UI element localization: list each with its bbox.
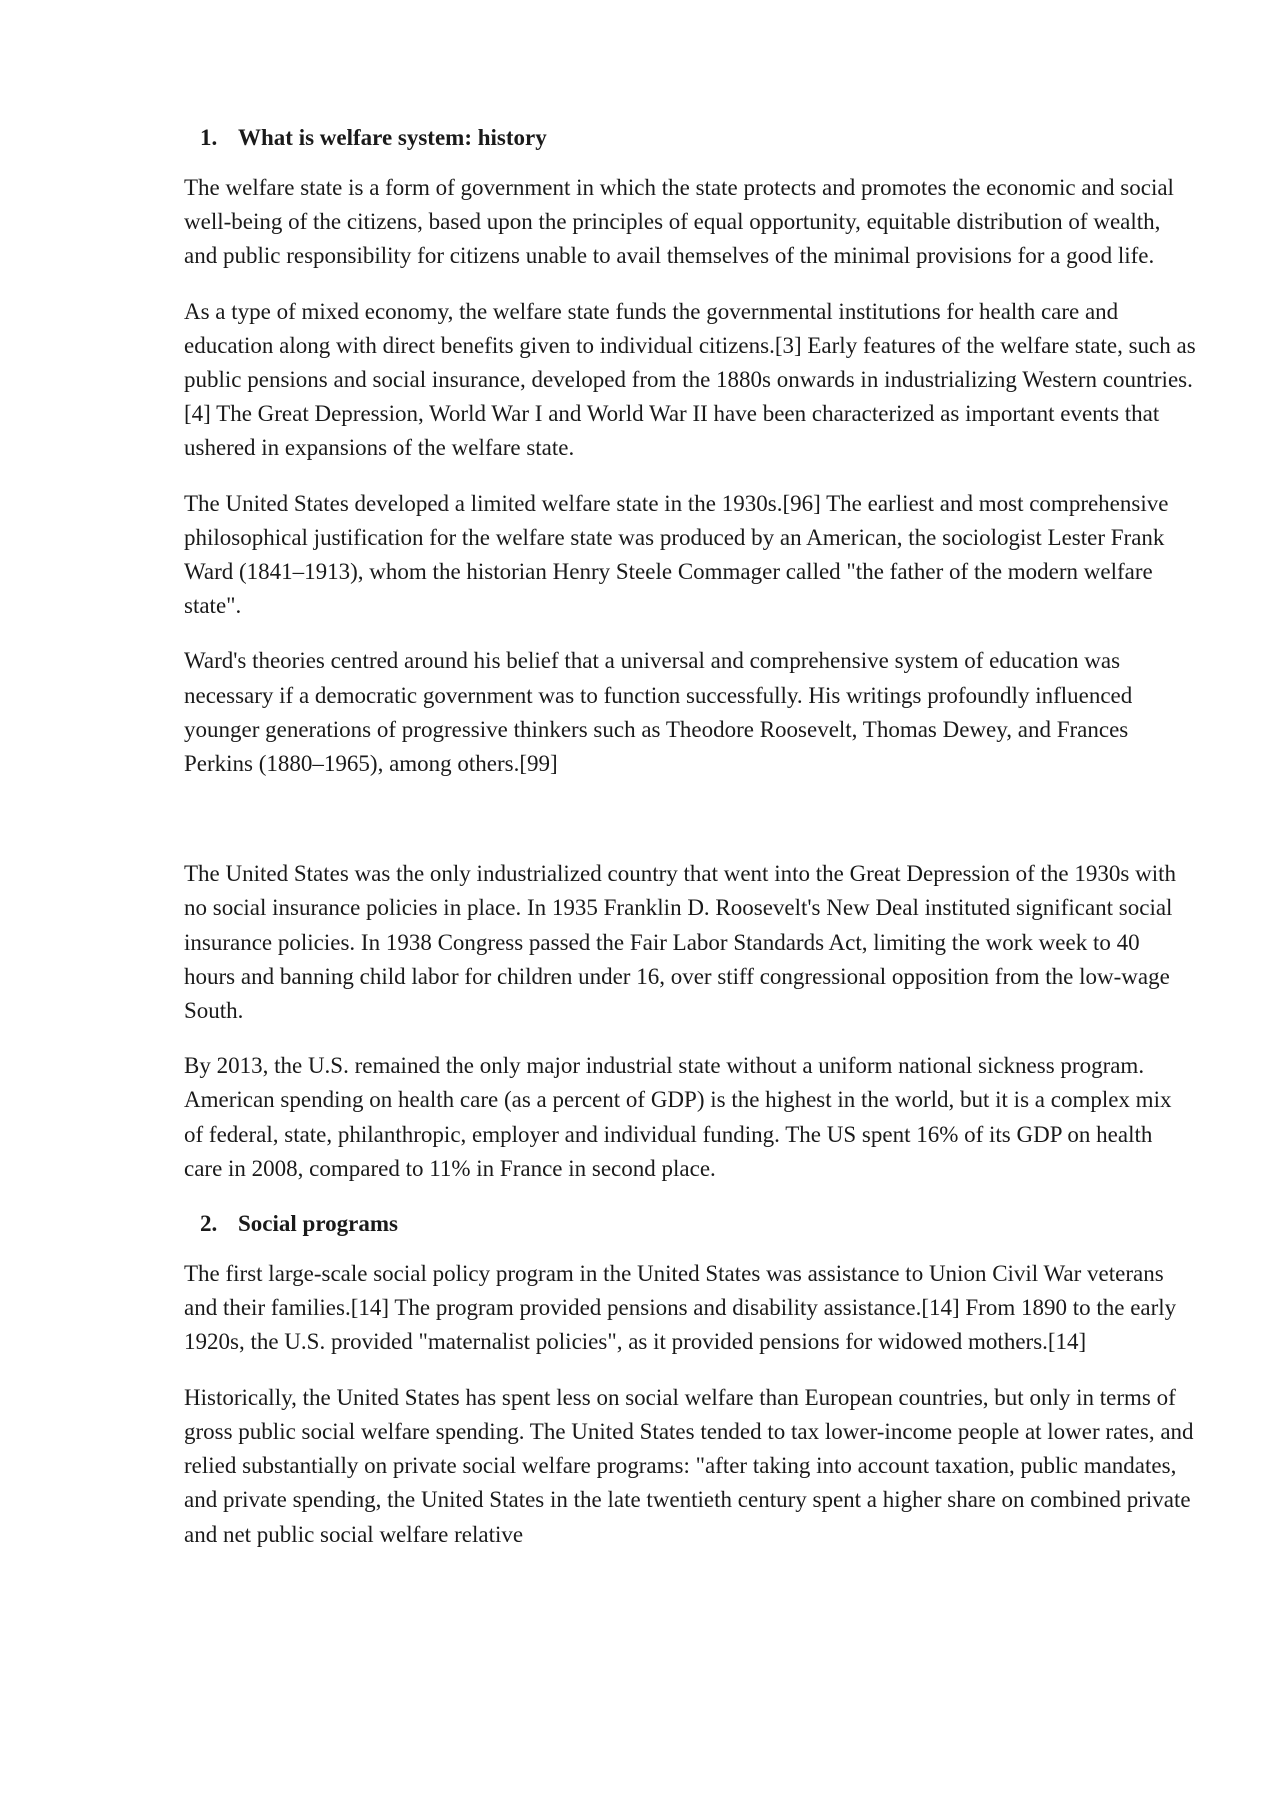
section-number: 1. [200,125,218,150]
paragraph: Ward's theories centred around his belief that a universal and comprehensive system of education was necessary if a democratic government was to function successfully. His writings profoundly influenced younger generations of progressive thinkers such as Theodore Roosevelt, Thomas Dewey, and Frances Perkins (1880–1965), among others.[99] [184,648,1133,777]
section-heading-social-programs [184,1207,1196,1241]
document-page [184,121,1196,1573]
section-title: Social programs [238,1211,398,1237]
paragraph: Historically, the United States has spent less on social welfare than European countries, but only in terms of gross public social welfare spending. The United States tended to tax lower-income people at lower rates, and relied substantially on private social welfare programs: "after taking into account taxation, public mandates, and private spending, the United States in the late twentieth century spent a higher share on combined private and net public social welfare relative [184,1384,1194,1547]
blank-line [184,802,1196,857]
paragraph: The first large-scale social policy program in the United States was assistance to Union Civil War veterans and their families.[14] The program provided pensions and disability assistance.[14] From 1890 to the early 1920s, the U.S. provided "maternalist policies", as it provided pensions for widowed mothers.[14] [184,1261,1177,1355]
paragraph: The United States was the only industrialized country that went into the Great Depression of the 1930s with no social insurance policies in place. In 1935 Franklin D. Roosevelt's New Deal instituted significant social insurance policies. In 1938 Congress passed the Fair Labor Standards Act, limiting the work week to 40 hours and banning child labor for children under 16, over stiff congressional opposition from the low-wage South. [184,861,1176,1024]
paragraph: The United States developed a limited welfare state in the 1930s.[96] The earliest and most comprehensive philosophical justification for the welfare state was produced by an American, the sociologist Lester Frank Ward (1841–1913), whom the historian Henry Steele Commager called "the father of the modern welfare state". [184,490,1169,619]
paragraph: By 2013, the U.S. remained the only major industrial state without a uniform national sickness program. American spending on health care (as a percent of GDP) is the highest in the world, but it is a complex mix of federal, state, philanthropic, employer and individual funding. The US spent 16% of its GDP on health care in 2008, compared to 11% in France in second place. [184,1053,1172,1181]
section-number: 2. [200,1211,218,1237]
section-title: What is welfare system: history [238,125,547,150]
section-heading-history [184,121,1196,155]
paragraph: As a type of mixed economy, the welfare state funds the governmental institutions for health care and education along with direct benefits given to individual citizens.[3] Early features of the welfare state, such as public pensions and social insurance, developed from the 1880s onwards in industrializing Western countries.[4] The Great Depression, World War I and World War II have been characterized as important events that ushered in expansions of the welfare state. [184,298,1196,461]
paragraph: The welfare state is a form of government in which the state protects and promotes the economic and social well-being of the citizens, based upon the principles of equal opportunity, equitable distribution of wealth, and public responsibility for citizens unable to avail themselves of the minimal provisions for a good life. [184,175,1174,269]
